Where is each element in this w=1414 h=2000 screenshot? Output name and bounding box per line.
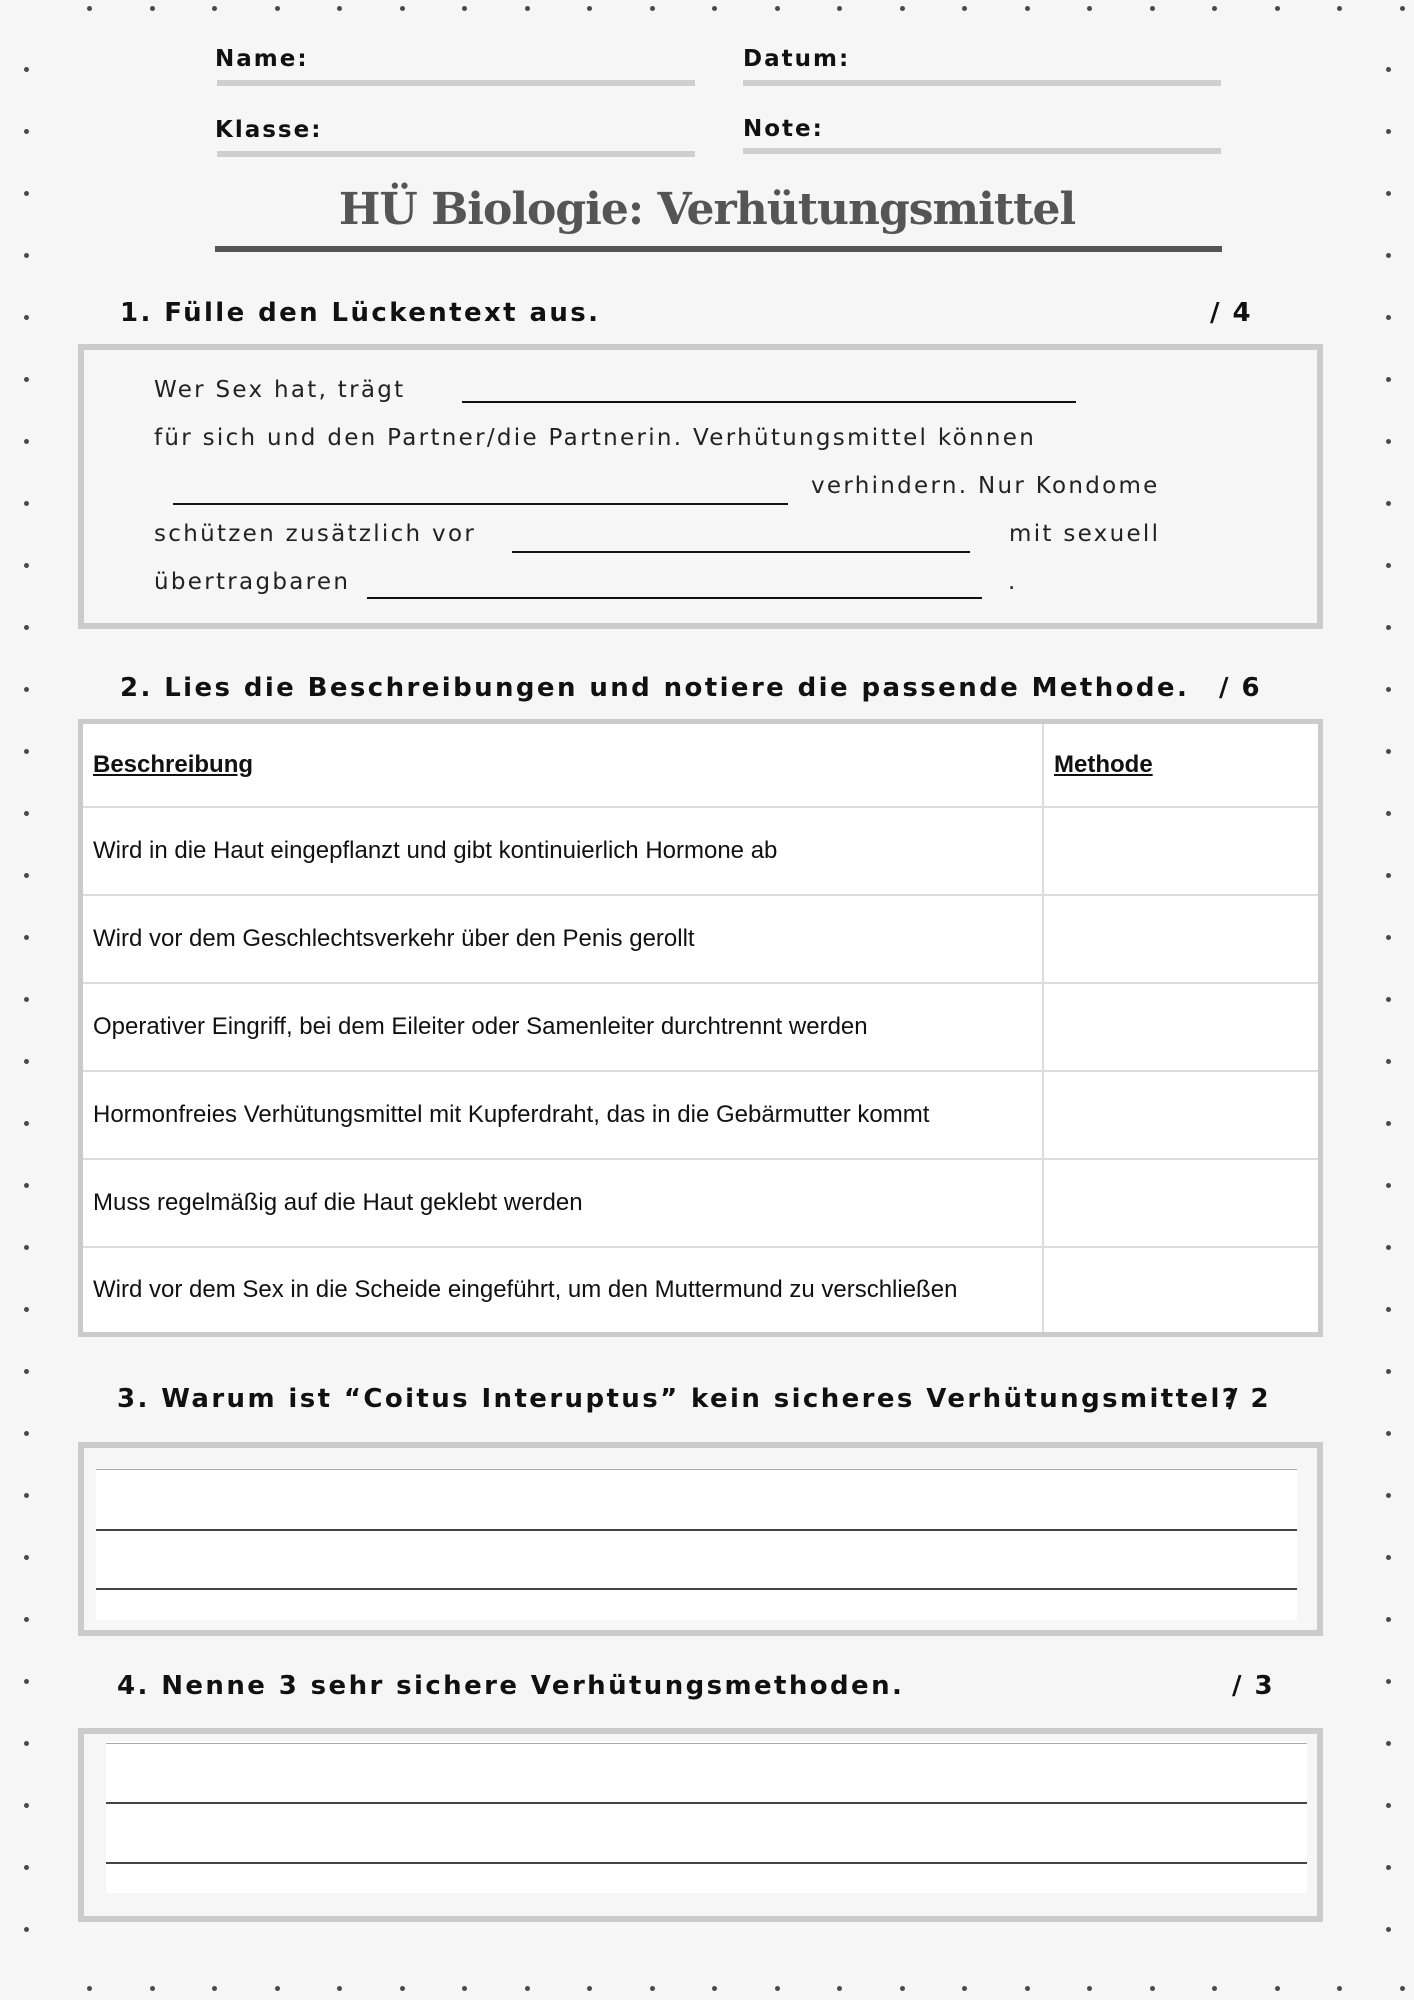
q3-title: 3. Warum ist “Coitus Interuptus” kein sicheres Verhütungsmittel? bbox=[117, 1384, 1240, 1414]
border-dot bbox=[24, 1307, 29, 1312]
border-dot bbox=[1386, 1927, 1391, 1932]
border-dot bbox=[1386, 625, 1391, 630]
border-dot bbox=[775, 1986, 780, 1991]
border-dot bbox=[1386, 191, 1391, 196]
border-dot bbox=[24, 749, 29, 754]
description-cell: Operativer Eingriff, bei dem Eileiter oder Samenleiter durchtrennt werden bbox=[83, 983, 1043, 1071]
border-dot bbox=[24, 1741, 29, 1746]
border-dot bbox=[1212, 6, 1217, 11]
answer-line bbox=[96, 1588, 1297, 1590]
border-dot bbox=[24, 625, 29, 630]
name-label: Name: bbox=[215, 46, 309, 72]
border-dot bbox=[24, 1555, 29, 1560]
border-dot bbox=[24, 191, 29, 196]
method-answer-cell[interactable] bbox=[1043, 1247, 1318, 1332]
border-dot bbox=[462, 1986, 467, 1991]
border-dot bbox=[587, 1986, 592, 1991]
table-row bbox=[83, 983, 1318, 1071]
border-dot bbox=[24, 1369, 29, 1374]
border-dot bbox=[24, 439, 29, 444]
column-header-description: Beschreibung bbox=[83, 724, 1043, 807]
border-dot bbox=[1386, 377, 1391, 382]
class-label: Klasse: bbox=[215, 117, 323, 143]
border-dot bbox=[24, 1803, 29, 1808]
q1-points: / 4 bbox=[1210, 298, 1253, 328]
border-dot bbox=[1386, 1865, 1391, 1870]
cloze-period: . bbox=[1008, 569, 1018, 595]
border-dot bbox=[24, 563, 29, 568]
border-dot bbox=[650, 1986, 655, 1991]
border-dot bbox=[1337, 1986, 1342, 1991]
border-dot bbox=[1386, 811, 1391, 816]
border-dot bbox=[400, 6, 405, 11]
border-dot bbox=[1025, 1986, 1030, 1991]
border-dot bbox=[525, 1986, 530, 1991]
method-answer-cell[interactable] bbox=[1043, 983, 1318, 1071]
border-dot bbox=[212, 6, 217, 11]
border-dot bbox=[275, 1986, 280, 1991]
border-dot bbox=[1386, 1307, 1391, 1312]
border-dot bbox=[24, 1059, 29, 1064]
column-header-method: Methode bbox=[1043, 724, 1318, 807]
method-answer-cell[interactable] bbox=[1043, 895, 1318, 983]
border-dot bbox=[900, 1986, 905, 1991]
border-dot bbox=[1275, 1986, 1280, 1991]
border-dot bbox=[1386, 253, 1391, 258]
border-dot bbox=[1386, 1121, 1391, 1126]
description-cell: Wird vor dem Geschlechtsverkehr über den Penis gerollt bbox=[83, 895, 1043, 983]
title-underline bbox=[215, 246, 1222, 252]
border-dot bbox=[24, 1679, 29, 1684]
border-dot bbox=[1386, 687, 1391, 692]
answer-line bbox=[106, 1802, 1307, 1804]
border-dot bbox=[24, 315, 29, 320]
border-dot bbox=[1400, 6, 1405, 11]
border-dot bbox=[1386, 501, 1391, 506]
border-dot bbox=[712, 1986, 717, 1991]
cloze-line-4b: mit sexuell bbox=[1009, 521, 1161, 547]
answer-line bbox=[106, 1862, 1307, 1864]
description-cell: Hormonfreies Verhütungsmittel mit Kupferdraht, das in die Gebärmutter kommt bbox=[83, 1071, 1043, 1159]
border-dot bbox=[1087, 6, 1092, 11]
border-dot bbox=[650, 6, 655, 11]
cloze-line-3: verhindern. Nur Kondome bbox=[811, 473, 1160, 499]
q2-title: 2. Lies die Beschreibungen und notiere die passende Methode. bbox=[120, 673, 1190, 703]
border-dot bbox=[900, 6, 905, 11]
border-dot bbox=[24, 935, 29, 940]
border-dot bbox=[1386, 563, 1391, 568]
q1-title: 1. Fülle den Lückentext aus. bbox=[120, 298, 601, 328]
q3-points: / 2 bbox=[1228, 1384, 1271, 1414]
border-dot bbox=[837, 1986, 842, 1991]
border-dot bbox=[87, 1986, 92, 1991]
border-dot bbox=[24, 1865, 29, 1870]
border-dot bbox=[1386, 1059, 1391, 1064]
border-dot bbox=[87, 6, 92, 11]
border-dot bbox=[1386, 997, 1391, 1002]
border-dot bbox=[1386, 129, 1391, 134]
table-row bbox=[83, 1159, 1318, 1247]
border-dot bbox=[24, 1617, 29, 1622]
q4-title: 4. Nenne 3 sehr sichere Verhütungsmethoden. bbox=[117, 1671, 905, 1701]
cloze-line-2: für sich und den Partner/die Partnerin. Verhütungsmittel können bbox=[154, 425, 1037, 451]
border-dot bbox=[24, 1183, 29, 1188]
date-label: Datum: bbox=[743, 46, 851, 72]
border-dot bbox=[1150, 6, 1155, 11]
border-dot bbox=[1275, 6, 1280, 11]
name-field-line[interactable] bbox=[217, 80, 695, 86]
border-dot bbox=[24, 129, 29, 134]
border-dot bbox=[462, 6, 467, 11]
border-dot bbox=[1386, 1617, 1391, 1622]
border-dot bbox=[1386, 873, 1391, 878]
border-dot bbox=[837, 6, 842, 11]
border-dot bbox=[712, 6, 717, 11]
border-dot bbox=[24, 253, 29, 258]
table-row bbox=[83, 895, 1318, 983]
border-dot bbox=[212, 1986, 217, 1991]
cloze-blank-3[interactable] bbox=[512, 551, 970, 553]
border-dot bbox=[1025, 6, 1030, 11]
border-dot bbox=[1386, 315, 1391, 320]
q2-points: / 6 bbox=[1219, 673, 1262, 703]
class-field-line[interactable] bbox=[217, 151, 695, 157]
cloze-blank-4[interactable] bbox=[367, 597, 982, 599]
table-row bbox=[83, 807, 1318, 895]
table-header-row bbox=[83, 724, 1318, 807]
cloze-line-5: übertragbaren bbox=[154, 569, 351, 595]
border-dot bbox=[24, 1927, 29, 1932]
cloze-blank-1[interactable] bbox=[462, 401, 1076, 403]
cloze-blank-2[interactable] bbox=[173, 503, 788, 505]
border-dot bbox=[150, 6, 155, 11]
border-dot bbox=[24, 687, 29, 692]
border-dot bbox=[587, 6, 592, 11]
border-dot bbox=[1087, 1986, 1092, 1991]
border-dot bbox=[1386, 1431, 1391, 1436]
border-dot bbox=[1386, 1803, 1391, 1808]
answer-line bbox=[106, 1743, 1307, 1744]
border-dot bbox=[24, 873, 29, 878]
date-field-line[interactable] bbox=[743, 80, 1221, 86]
border-dot bbox=[1212, 1986, 1217, 1991]
border-dot bbox=[24, 1493, 29, 1498]
border-dot bbox=[962, 6, 967, 11]
answer-line bbox=[96, 1529, 1297, 1531]
border-dot bbox=[1386, 439, 1391, 444]
border-dot bbox=[24, 811, 29, 816]
border-dot bbox=[1386, 935, 1391, 940]
border-dot bbox=[400, 1986, 405, 1991]
border-dot bbox=[1386, 1245, 1391, 1250]
border-dot bbox=[24, 67, 29, 72]
border-dot bbox=[337, 1986, 342, 1991]
page-title: HÜ Biologie: Verhütungsmittel bbox=[338, 184, 1076, 235]
border-dot bbox=[24, 377, 29, 382]
border-dot bbox=[337, 6, 342, 11]
border-dot bbox=[24, 501, 29, 506]
cloze-line-1: Wer Sex hat, trägt bbox=[154, 377, 406, 403]
border-dot bbox=[1386, 1679, 1391, 1684]
cloze-line-4a: schützen zusätzlich vor bbox=[154, 521, 477, 547]
grade-label: Note: bbox=[743, 116, 824, 142]
border-dot bbox=[150, 1986, 155, 1991]
border-dot bbox=[1386, 749, 1391, 754]
border-dot bbox=[1337, 6, 1342, 11]
grade-field-line[interactable] bbox=[743, 148, 1221, 154]
methods-table bbox=[78, 719, 1323, 1337]
border-dot bbox=[1386, 1183, 1391, 1188]
description-cell: Wird vor dem Sex in die Scheide eingeführt, um den Muttermund zu verschließen bbox=[83, 1247, 1043, 1332]
border-dot bbox=[525, 6, 530, 11]
border-dot bbox=[24, 1121, 29, 1126]
q3-answer-area[interactable] bbox=[96, 1469, 1297, 1620]
border-dot bbox=[1386, 1555, 1391, 1560]
method-answer-cell[interactable] bbox=[1043, 807, 1318, 895]
border-dot bbox=[962, 1986, 967, 1991]
border-dot bbox=[24, 1431, 29, 1436]
table-row bbox=[83, 1071, 1318, 1159]
border-dot bbox=[1386, 1369, 1391, 1374]
method-answer-cell[interactable] bbox=[1043, 1159, 1318, 1247]
table-row bbox=[83, 1247, 1318, 1332]
answer-line bbox=[96, 1469, 1297, 1470]
border-dot bbox=[1150, 1986, 1155, 1991]
border-dot bbox=[1386, 1493, 1391, 1498]
border-dot bbox=[1386, 1741, 1391, 1746]
border-dot bbox=[1400, 1986, 1405, 1991]
description-cell: Muss regelmäßig auf die Haut geklebt werden bbox=[83, 1159, 1043, 1247]
description-cell: Wird in die Haut eingepflanzt und gibt kontinuierlich Hormone ab bbox=[83, 807, 1043, 895]
q4-points: / 3 bbox=[1232, 1671, 1275, 1701]
border-dot bbox=[24, 997, 29, 1002]
method-answer-cell[interactable] bbox=[1043, 1071, 1318, 1159]
border-dot bbox=[275, 6, 280, 11]
border-dot bbox=[24, 1245, 29, 1250]
border-dot bbox=[775, 6, 780, 11]
q4-answer-area[interactable] bbox=[106, 1741, 1307, 1893]
border-dot bbox=[1386, 67, 1391, 72]
